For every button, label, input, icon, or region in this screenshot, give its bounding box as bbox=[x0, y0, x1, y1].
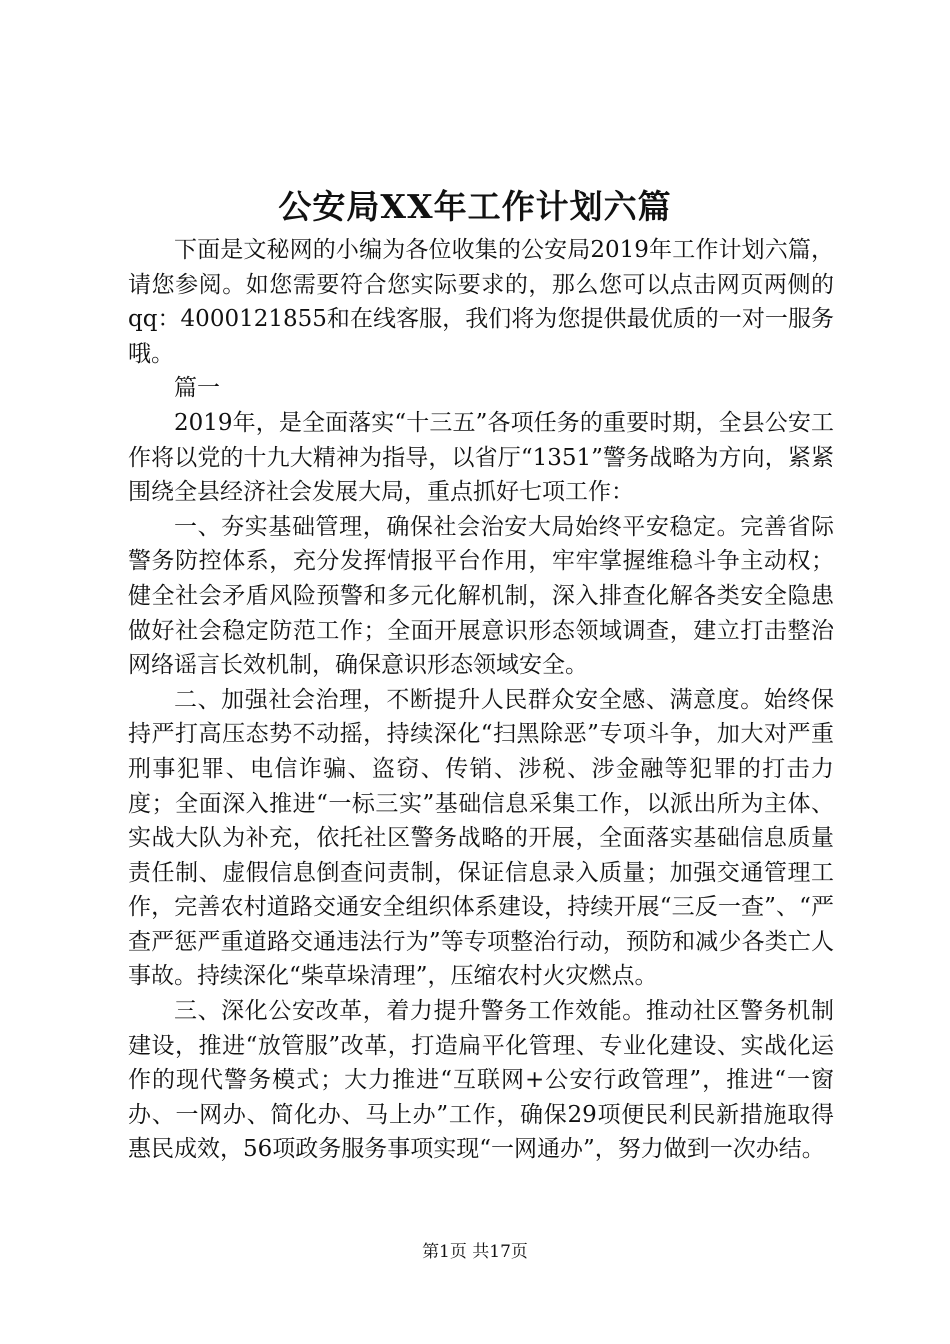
page-footer: 第1页 共17页 bbox=[422, 1242, 528, 1262]
body-paragraph: 二、加强社会治理，不断提升人民群众安全感、满意度。始终保持严打高压态势不动摇，持续深化“扫黑除恶”专项斗争，加大对严重刑事犯罪、电信诈骗、盗窃、传销、涉税、涉金融等犯罪的打击力度；全面深入推进“一标三实”基础信息采集工作，以派出所为主体、实战大队为补充，依托社区警务战略的开展，全面落实基础信息质量责任制、虚假信息倒查问责制，保证信息录入质量；加强交通管理工作，完善农村道路交通安全组织体系建设，持续开展“三反一查”、“严查严惩严重道路交通违法行为”等专项整治行动，预防和减少各类亡人事故。持续深化“柴草垛清理”，压缩农村火灾燃点。 bbox=[128, 686, 834, 990]
body-paragraph: 2019年，是全面落实“十三五”各项任务的重要时期，全县公安工作将以党的十九大精神为指导，以省厅“1351”警务战略为方向，紧紧围绕全县经济社会发展大局，重点抓好七项工作： bbox=[128, 409, 834, 506]
document-title: 公安局XX年工作计划六篇 bbox=[278, 187, 672, 226]
section-heading: 篇一 bbox=[174, 375, 220, 402]
body-paragraph: 一、夯实基础管理，确保社会治安大局始终平安稳定。完善省际警务防控体系，充分发挥情报平台作用，牢牢掌握维稳斗争主动权；健全社会矛盾风险预警和多元化解机制，深入排查化解各类安全隐患做好社会稳定防范工作；全面开展意识形态领域调查，建立打击整治网络谣言长效机制，确保意识形态领域安全。 bbox=[128, 513, 834, 679]
body-paragraph: 三、深化公安改革，着力提升警务工作效能。推动社区警务机制建设，推进“放管服”改革，打造扁平化管理、专业化建设、实战化运作的现代警务模式；大力推进“互联网+公安行政管理”，推进“一窗办、一网办、简化办、马上办”工作，确保29项便民利民新措施取得惠民成效，56项政务服务事项实现“一网通办”，努力做到一次办结。 bbox=[128, 998, 834, 1163]
document-body bbox=[128, 233, 834, 1167]
intro-paragraph: 下面是文秘网的小编为各位收集的公安局2019年工作计划六篇，请您参阅。如您需要符合您实际要求的，那么您可以点击网页两侧的qq：4000121855和在线客服，我们将为您提供最优质的一对一服务哦。 bbox=[128, 237, 834, 367]
